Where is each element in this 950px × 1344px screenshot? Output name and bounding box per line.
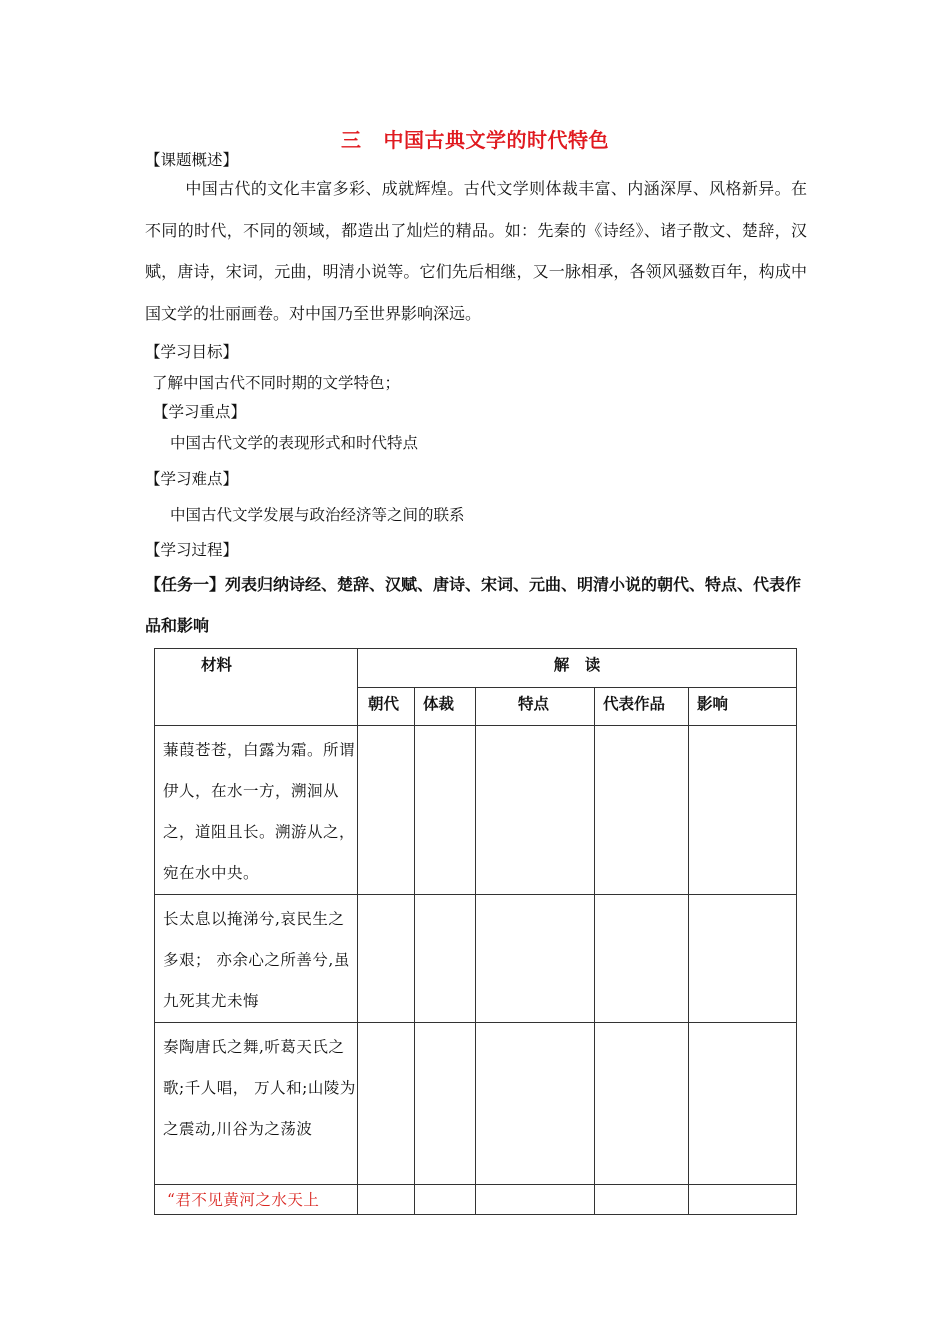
- table-row: [155, 1023, 797, 1185]
- features-answer-cell[interactable]: [476, 726, 595, 895]
- column-representative-works: 代表作品: [595, 688, 689, 726]
- table-row: [155, 895, 797, 1023]
- column-dynasty: 朝代: [358, 688, 415, 726]
- overview-paragraph: [145, 168, 807, 334]
- material-cell: [155, 726, 358, 895]
- document-title: [0, 124, 950, 153]
- works-answer-cell[interactable]: [595, 1185, 689, 1215]
- features-answer-cell[interactable]: [476, 1185, 595, 1215]
- column-influence: 影响: [689, 688, 797, 726]
- works-answer-cell[interactable]: [595, 1023, 689, 1185]
- influence-answer-cell[interactable]: [689, 726, 797, 895]
- header-material: 材料: [155, 649, 358, 726]
- influence-answer-cell[interactable]: [689, 1023, 797, 1185]
- title-number: 三: [341, 128, 362, 152]
- works-answer-cell[interactable]: [595, 726, 689, 895]
- features-answer-cell[interactable]: [476, 1023, 595, 1185]
- material-cell: [155, 895, 358, 1023]
- influence-answer-cell[interactable]: [689, 1185, 797, 1215]
- material-text: 蒹葭苍苍，白露为霜。所谓伊人，在水一方，溯洄从之，道阻且长。溯游从之，宛在水中央。: [163, 741, 356, 882]
- material-text: “君不见黄河之水天上: [167, 1191, 320, 1209]
- material-text: 奏陶唐氏之舞,听葛天氏之歌;千人唱， 万人和;山陵为之震动,川谷为之荡波: [163, 1038, 356, 1138]
- difficulty-text: 中国古代文学发展与政治经济等之间的联系: [170, 506, 465, 524]
- title-text: 中国古典文学的时代特色: [383, 128, 609, 152]
- goal-text: 了解中国古代不同时期的文学特色；: [152, 374, 401, 392]
- column-features: 特点: [476, 688, 595, 726]
- table-row: [155, 726, 797, 895]
- genre-answer-cell[interactable]: [415, 895, 476, 1023]
- dynasty-answer-cell[interactable]: [358, 726, 415, 895]
- header-interpretation: 解 读: [358, 649, 797, 688]
- overview-text: 中国古代的文化丰富多彩、成就辉煌。古代文学则体裁丰富、内涵深厚、风格新异。在不同的时代，不同的领域，都造出了灿烂的精品。如：先秦的《诗经》、诸子散文、楚辞，汉赋，唐诗，宋词，元曲，明清小说等。它们先后相继，又一脉相承，各领风骚数百年，构成中国文学的壮丽画卷。对中国乃至世界影响深远。: [145, 179, 807, 323]
- material-cell: [155, 1023, 358, 1185]
- key-point-heading: 【学习重点】: [153, 403, 247, 421]
- summary-table: [154, 648, 797, 1215]
- material-text: 长太息以掩涕兮,哀民生之多艰； 亦余心之所善兮,虽九死其尤未悔: [163, 910, 350, 1010]
- difficulty-heading: 【学习难点】: [145, 470, 239, 488]
- features-answer-cell[interactable]: [476, 895, 595, 1023]
- table-row: [155, 1185, 797, 1215]
- goal-heading: 【学习目标】: [145, 343, 239, 361]
- genre-answer-cell[interactable]: [415, 726, 476, 895]
- dynasty-answer-cell[interactable]: [358, 1185, 415, 1215]
- genre-answer-cell[interactable]: [415, 1185, 476, 1215]
- material-cell: [155, 1185, 358, 1215]
- works-answer-cell[interactable]: [595, 895, 689, 1023]
- dynasty-answer-cell[interactable]: [358, 895, 415, 1023]
- overview-heading: 【课题概述】: [145, 151, 239, 169]
- process-heading: 【学习过程】: [145, 541, 239, 559]
- key-point-text: 中国古代文学的表现形式和时代特点: [170, 434, 419, 452]
- dynasty-answer-cell[interactable]: [358, 1023, 415, 1185]
- column-genre: 体裁: [415, 688, 476, 726]
- task-one: 【任务一】列表归纳诗经、楚辞、汉赋、唐诗、宋词、元曲、明清小说的朝代、特点、代表作品和影响: [145, 575, 802, 635]
- influence-answer-cell[interactable]: [689, 895, 797, 1023]
- genre-answer-cell[interactable]: [415, 1023, 476, 1185]
